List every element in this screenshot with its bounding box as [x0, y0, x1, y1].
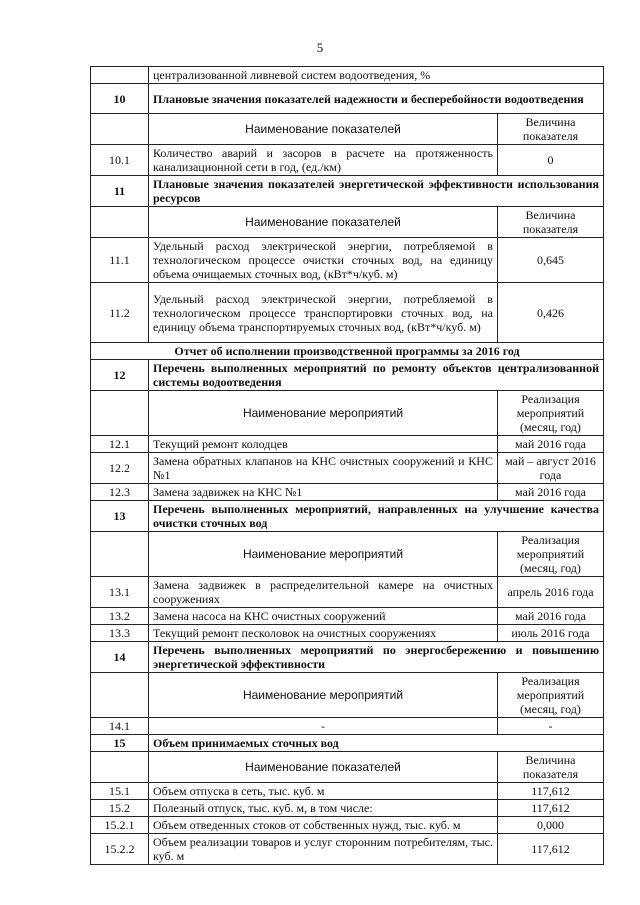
item-value: 117,612	[497, 783, 603, 800]
item-value: 0,000	[497, 817, 603, 834]
table-row	[91, 360, 604, 391]
section-number: 11	[91, 176, 149, 207]
item-number: 11.1	[91, 238, 149, 283]
item-number: 12.3	[91, 484, 149, 501]
item-value: -	[497, 718, 603, 735]
table-row	[91, 834, 604, 865]
section-title: Перечень выполненных мероприятий, направленных на улучшение качества очистки сточных вод	[149, 501, 604, 532]
table-row	[91, 436, 604, 453]
table-row	[91, 145, 604, 176]
report-heading: Отчет об исполнении производственной программы за 2016 год	[91, 343, 604, 360]
item-value: апрель 2016 года	[497, 577, 603, 608]
item-name: Удельный расход электрической энергии, потребляемой в технологическом процессе транспортировки сточных вод, на единицу объема транспортируемых сточных вод, (кВт*ч/куб. м)	[149, 283, 498, 343]
item-name: Замена обратных клапанов на КНС очистных сооружений и КНС №1	[149, 453, 498, 484]
section-title: Плановые значения показателей энергетической эффективности использования ресурсов	[149, 176, 604, 207]
section-number: 13	[91, 501, 149, 532]
table-row	[91, 817, 604, 834]
empty-cell	[91, 207, 149, 238]
column-header-value: Реализация мероприятий (месяц, год)	[497, 673, 603, 718]
table-row	[91, 608, 604, 625]
item-number: 10.1	[91, 145, 149, 176]
section-number: 12	[91, 360, 149, 391]
table-row	[91, 800, 604, 817]
item-value: май 2016 года	[497, 608, 603, 625]
section-title: Перечень выполненных мероприятий по ремонту объектов централизованной системы водоотведения	[149, 360, 604, 391]
report-table	[90, 66, 604, 865]
item-value: 117,612	[497, 800, 603, 817]
item-name: Текущий ремонт песколовок на очистных сооружениях	[149, 625, 498, 642]
item-number: 12.1	[91, 436, 149, 453]
table-row	[91, 532, 604, 577]
table-row	[91, 642, 604, 673]
item-number: 12.2	[91, 453, 149, 484]
column-header-name: Наименование показателей	[149, 207, 498, 238]
item-name: Объем реализации товаров и услуг сторонним потребителям, тыс. куб. м	[149, 834, 498, 865]
item-value: май – август 2016 года	[497, 453, 603, 484]
table-row	[91, 67, 604, 84]
item-name: Полезный отпуск, тыс. куб. м, в том числе:	[149, 800, 498, 817]
empty-cell	[91, 673, 149, 718]
item-number: 15.2	[91, 800, 149, 817]
table-row	[91, 238, 604, 283]
column-header-name: Наименование показателей	[149, 752, 498, 783]
column-header-value: Реализация мероприятий (месяц, год)	[497, 391, 603, 436]
table-row	[91, 283, 604, 343]
table-row	[91, 501, 604, 532]
item-name: Замена задвижек на КНС №1	[149, 484, 498, 501]
table-row	[91, 176, 604, 207]
empty-cell	[91, 752, 149, 783]
table-row	[91, 391, 604, 436]
item-name: Удельный расход электрической энергии, потребляемой в технологическом процессе очистки сточных вод, на единицу объема очищаемых сточных вод, (кВт*ч/куб. м)	[149, 238, 498, 283]
item-name: Количество аварий и засоров в расчете на протяженность канализационной сети в год, (ед./км)	[149, 145, 498, 176]
continued-text: централизованной ливневой систем водоотведения, %	[149, 67, 604, 84]
table-row	[91, 752, 604, 783]
table-row	[91, 453, 604, 484]
item-number: 15.1	[91, 783, 149, 800]
page-number: 5	[316, 40, 324, 55]
item-number: 13.1	[91, 577, 149, 608]
table-row	[91, 84, 604, 114]
section-number: 15	[91, 735, 149, 752]
column-header-name: Наименование мероприятий	[149, 391, 498, 436]
column-header-value: Величина показателя	[497, 114, 603, 145]
item-value: 0,645	[497, 238, 603, 283]
item-number: 13.2	[91, 608, 149, 625]
item-value: май 2016 года	[497, 436, 603, 453]
item-number: 15.2.2	[91, 834, 149, 865]
section-title: Плановые значения показателей надежности и бесперебойности водоотведения	[149, 84, 604, 114]
table-row	[91, 783, 604, 800]
item-name: Объем отпуска в сеть, тыс. куб. м	[149, 783, 498, 800]
item-number: 14.1	[91, 718, 149, 735]
table-row	[91, 673, 604, 718]
section-number: 10	[91, 84, 149, 114]
item-number: 13.3	[91, 625, 149, 642]
item-name: -	[149, 718, 498, 735]
table-row	[91, 735, 604, 752]
table-row	[91, 625, 604, 642]
item-value: 0	[497, 145, 603, 176]
column-header-name: Наименование показателей	[149, 114, 498, 145]
item-value: май 2016 года	[497, 484, 603, 501]
item-name: Текущий ремонт колодцев	[149, 436, 498, 453]
section-number: 14	[91, 642, 149, 673]
empty-cell	[91, 391, 149, 436]
item-value: июль 2016 года	[497, 625, 603, 642]
empty-cell	[91, 532, 149, 577]
table-row	[91, 484, 604, 501]
column-header-value: Величина показателя	[497, 207, 603, 238]
table-row	[91, 577, 604, 608]
item-value: 0,426	[497, 283, 603, 343]
empty-cell	[91, 67, 149, 84]
table-row	[91, 207, 604, 238]
table-row	[91, 718, 604, 735]
item-name: Объем отведенных стоков от собственных нужд, тыс. куб. м	[149, 817, 498, 834]
column-header-value: Реализация мероприятий (месяц, год)	[497, 532, 603, 577]
column-header-name: Наименование мероприятий	[149, 673, 498, 718]
item-number: 11.2	[91, 283, 149, 343]
column-header-name: Наименование мероприятий	[149, 532, 498, 577]
table-row	[91, 114, 604, 145]
empty-cell	[91, 114, 149, 145]
column-header-value: Величина показателя	[497, 752, 603, 783]
section-title: Перечень выполненных мероприятий по энергосбережению и повышению энергетической эффективности	[149, 642, 604, 673]
item-name: Замена насоса на КНС очистных сооружений	[149, 608, 498, 625]
section-title: Объем принимаемых сточных вод	[149, 735, 604, 752]
item-value: 117,612	[497, 834, 603, 865]
table-row	[91, 343, 604, 360]
item-name: Замена задвижек в распределительной камере на очистных сооружениях	[149, 577, 498, 608]
item-number: 15.2.1	[91, 817, 149, 834]
